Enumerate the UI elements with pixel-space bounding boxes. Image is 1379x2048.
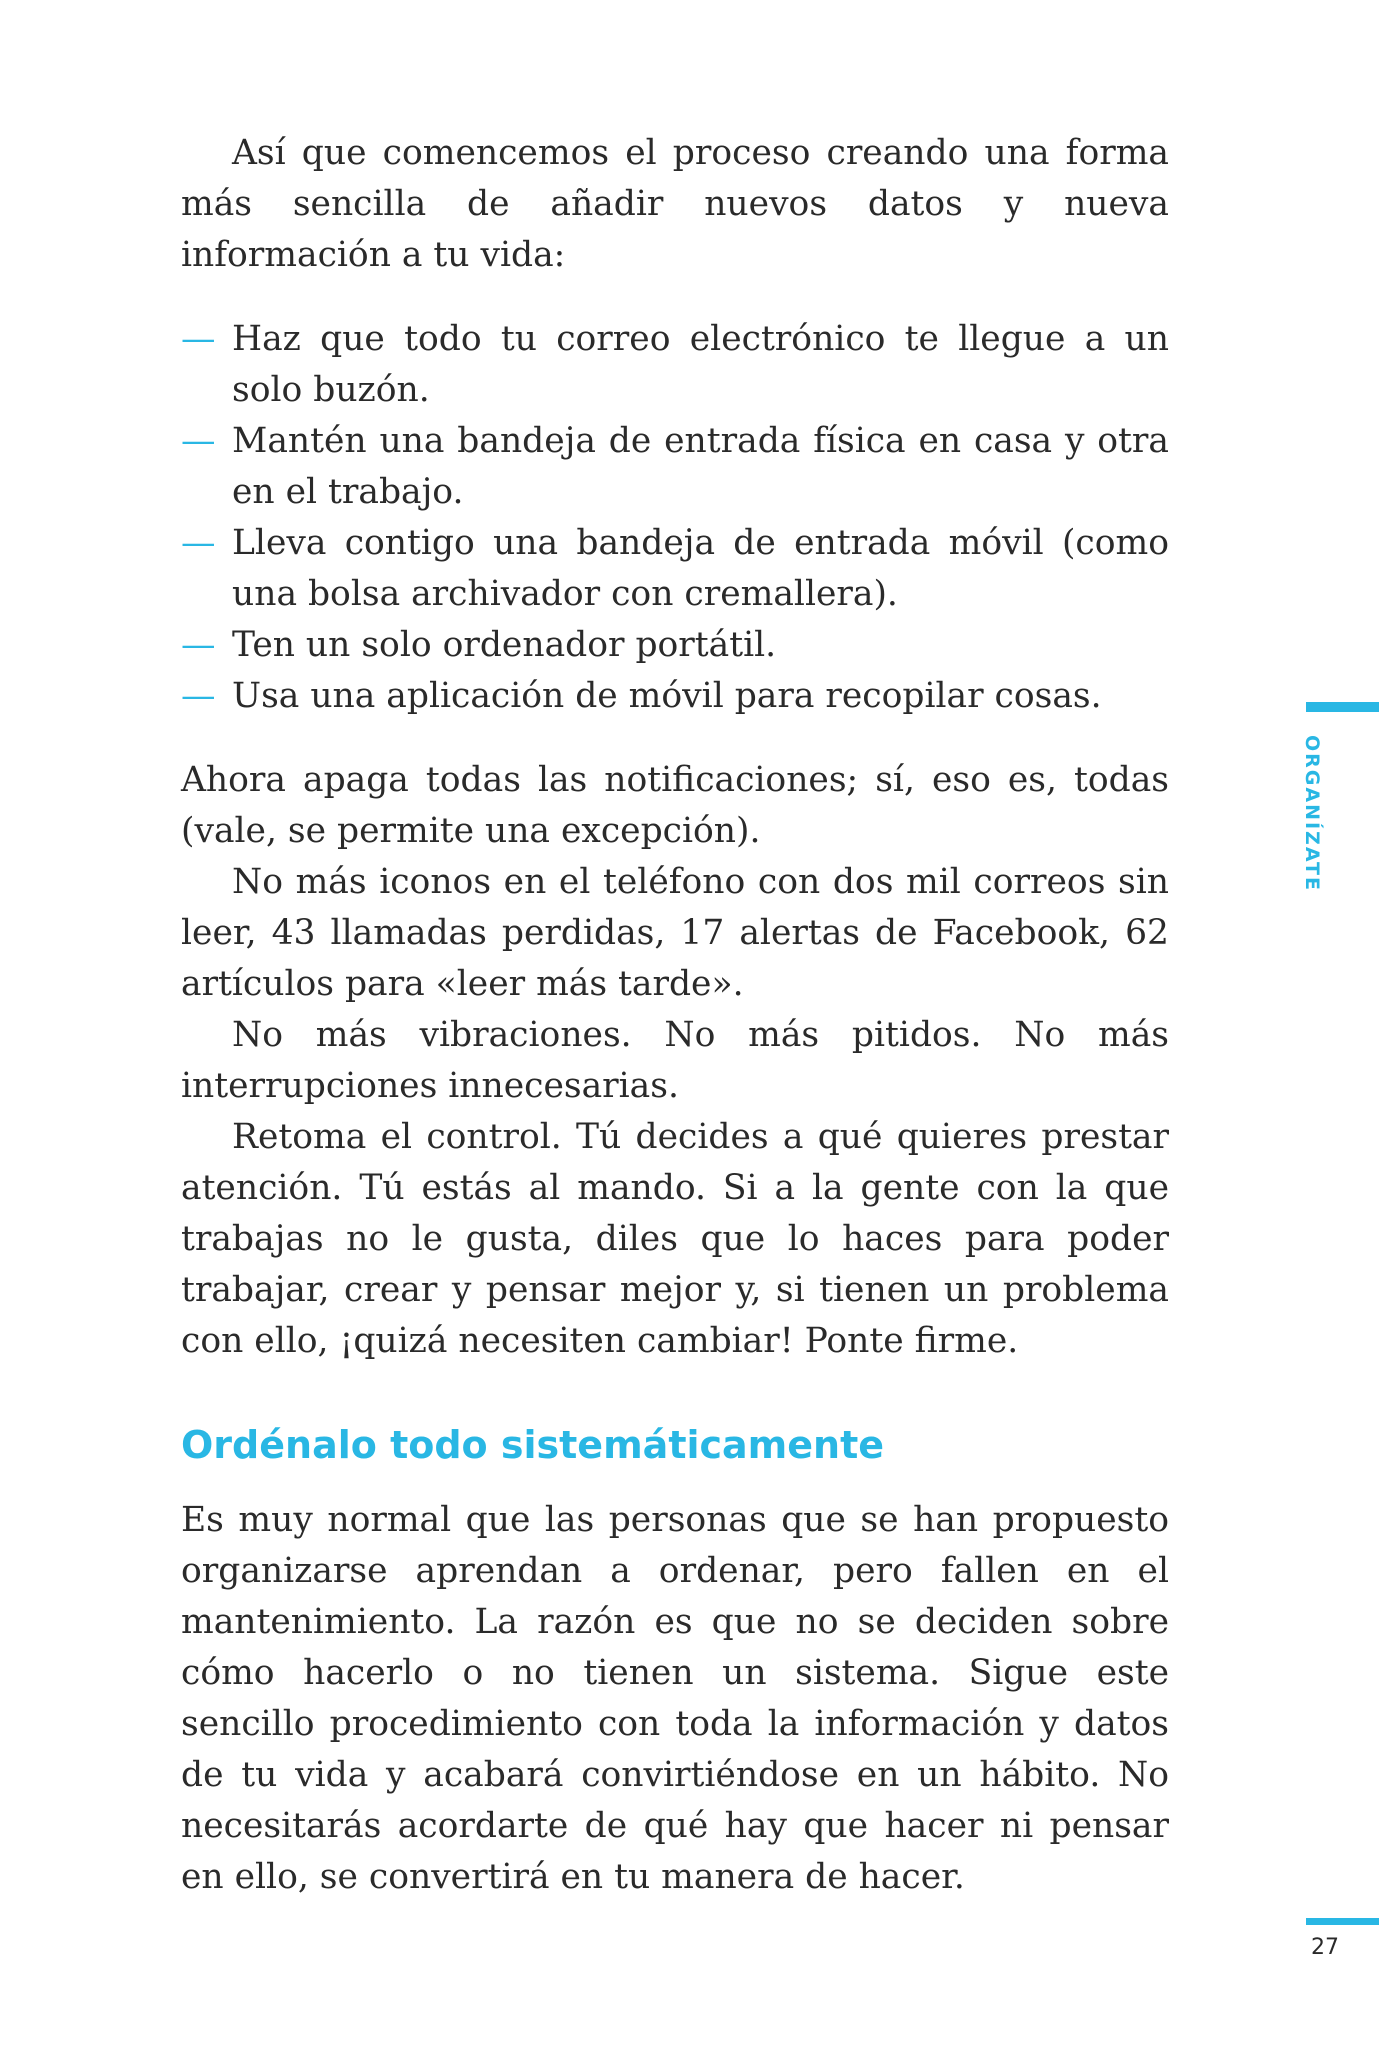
vibrations-paragraph: No más vibraciones. No más pitidos. No más interrupciones innecesarias. — [181, 1015, 1169, 1106]
dash-marker: — — [181, 676, 216, 716]
side-tab-bar — [1306, 702, 1379, 712]
list-item — [181, 620, 1169, 671]
section-paragraph: Es muy normal que las personas que se han propuesto organizarse aprendan a ordenar, pero fallen en el mantenimiento. La razón es que no se deciden sobre cómo hacerlo o no tienen un sistema. Sigue este sencillo procedimiento con toda la información y datos de tu vida y acabará convirtiéndose en un hábito. No necesitarás acordarte de qué hay que hacer ni pensar en ello, se convertirá en tu manera de hacer. — [181, 1500, 1169, 1897]
list-item-text: Haz que todo tu correo electrónico te llegue a un solo buzón. — [232, 319, 1169, 410]
list-item-text: Ten un solo ordenador portátil. — [232, 625, 777, 665]
dash-marker: — — [181, 421, 216, 461]
list-item-text: Usa una aplicación de móvil para recopilar cosas. — [232, 676, 1102, 716]
list-item — [181, 518, 1169, 620]
page-number: 27 — [1311, 1935, 1339, 1960]
page-content — [181, 128, 1169, 1903]
list-item-text: Lleva contigo una bandeja de entrada móvil (como una bolsa archivador con cremallera). — [232, 523, 1169, 614]
list-item — [181, 671, 1169, 722]
section-heading: Ordénalo todo sistemáticamente — [181, 1423, 885, 1467]
dash-marker: — — [181, 625, 216, 665]
chapter-side-label: ORGANÍZATE — [1301, 735, 1323, 892]
bullet-list — [181, 314, 1169, 722]
list-item — [181, 416, 1169, 518]
list-item-text: Mantén una bandeja de entrada física en casa y otra en el trabajo. — [232, 421, 1169, 512]
page-number-rule — [1306, 1918, 1379, 1925]
icons-paragraph: No más iconos en el teléfono con dos mil correos sin leer, 43 llamadas perdidas, 17 alertas de Facebook, 62 artículos para «leer más tarde». — [181, 862, 1169, 1004]
control-paragraph: Retoma el control. Tú decides a qué quieres prestar atención. Tú estás al mando. Si a la gente con la que trabajas no le gusta, diles que lo haces para poder trabajar, crear y pensar mejor y, si tienen un problema con ello, ¡quizá necesiten cambiar! Ponte firme. — [181, 1117, 1169, 1361]
notifications-paragraph: Ahora apaga todas las notificaciones; sí, eso es, todas (vale, se permite una excepción). — [181, 760, 1169, 851]
list-item — [181, 314, 1169, 416]
dash-marker: — — [181, 319, 216, 359]
dash-marker: — — [181, 523, 216, 563]
intro-paragraph: Así que comencemos el proceso creando una forma más sencilla de añadir nuevos datos y nueva información a tu vida: — [181, 133, 1169, 275]
